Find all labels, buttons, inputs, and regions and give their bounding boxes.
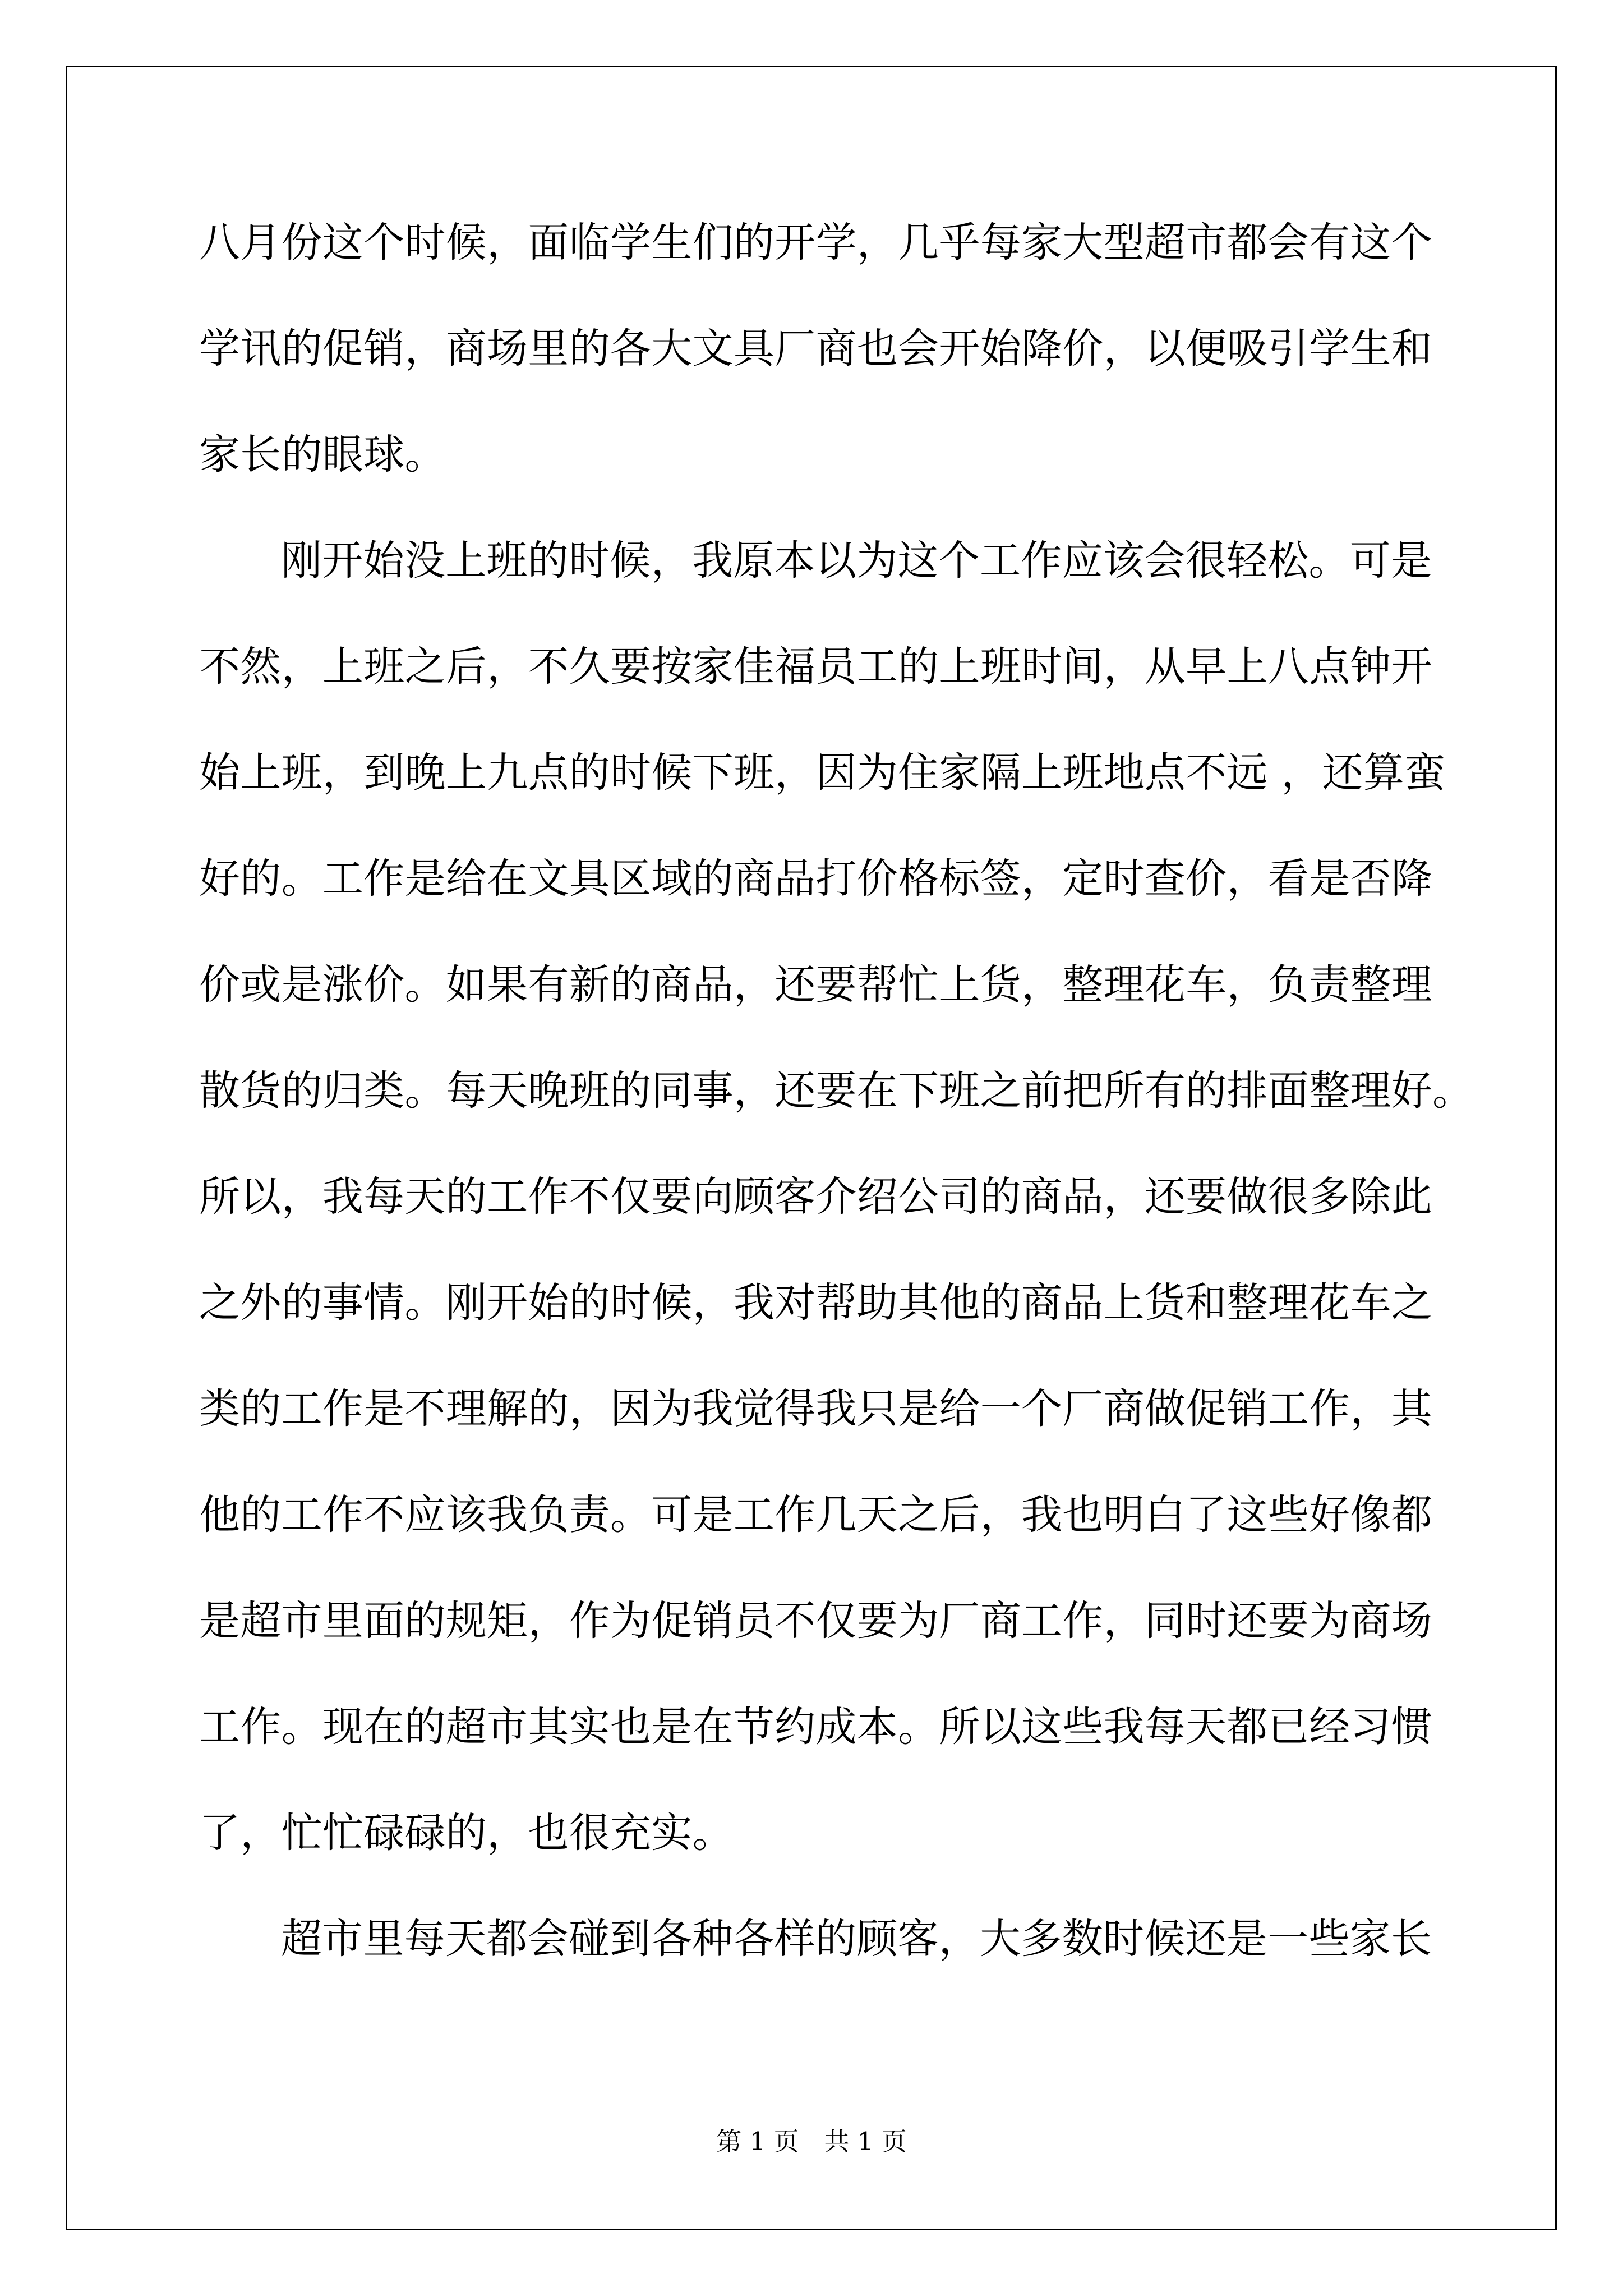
text-line: 学讯的促销，商场里的各大文具厂商也会开始降价，以便吸引学生和 [199,325,1432,372]
text-line: 是超市里面的规矩，作为促销员不仅要为厂商工作，同时还要为商场 [199,1597,1432,1645]
text-line: 八月份这个时候，面临学生们的开学，几乎每家大型超市都会有这个 [199,219,1432,266]
text-line: 价或是涨价。如果有新的商品，还要帮忙上货，整理花车，负责整理 [199,961,1432,1009]
text-line: 所以，我每天的工作不仅要向顾客介绍公司的商品，还要做很多除此 [199,1173,1432,1221]
text-line: 他的工作不应该我负责。可是工作几天之后，我也明白了这些好像都 [199,1491,1432,1539]
text-line: 散货的归类。每天晚班的同事，还要在下班之前把所有的排面整理好。 [199,1067,1474,1115]
text-line: 刚开始没上班的时候，我原本以为这个工作应该会很轻松。可是 [281,537,1432,585]
text-line: 了，忙忙碌碌的，也很充实。 [199,1809,734,1857]
text-line: 始上班，到晚上九点的时候下班，因为住家隔上班地点不远 ，还算蛮 [199,749,1446,797]
document-body [199,215,1474,2017]
text-line: 好的。工作是给在文具区域的商品打价格标签，定时查价，看是否降 [199,855,1432,903]
text-line: 家长的眼球。 [199,431,446,478]
page-footer: 第 1 页 共 1 页 [716,2127,907,2156]
text-line: 不然，上班之后，不久要按家佳福员工的上班时间，从早上八点钟开 [199,643,1432,691]
text-line: 超市里每天都会碰到各种各样的顾客，大多数时候还是一些家长 [281,1915,1432,1963]
text-line: 工作。现在的超市其实也是在节约成本。所以这些我每天都已经习惯 [199,1703,1432,1751]
text-line: 类的工作是不理解的，因为我觉得我只是给一个厂商做促销工作，其 [199,1385,1432,1433]
text-line: 之外的事情。刚开始的时候，我对帮助其他的商品上货和整理花车之 [199,1279,1432,1327]
